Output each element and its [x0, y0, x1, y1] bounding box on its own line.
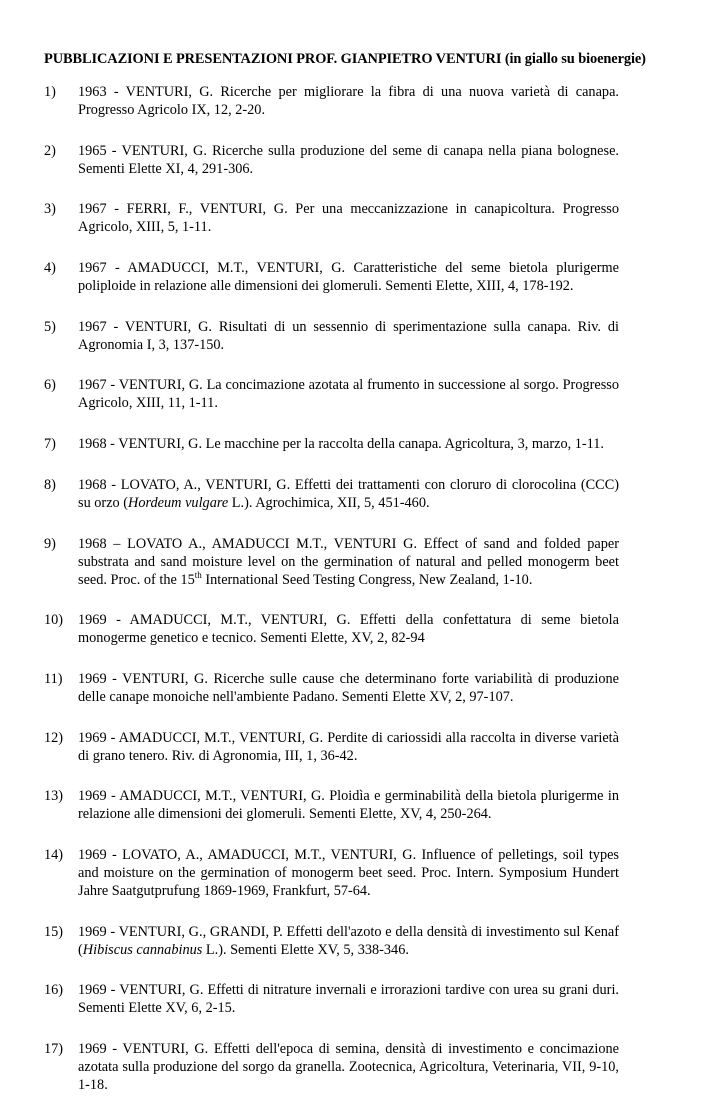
entry-text: 1969 - AMADUCCI, M.T., VENTURI, G. Effetti della confettatura di seme bietola monogerme genetico e tecnico. Sementi Elette, XV, 2, 82-94: [78, 612, 619, 647]
entry-text-part: L.). Agrochimica, XII, 5, 451-460.: [228, 494, 430, 511]
publication-entry: [44, 318, 619, 354]
entry-number: 10): [44, 612, 64, 629]
publication-entry: [44, 376, 619, 412]
entry-number: 15): [44, 923, 64, 940]
publication-entry: [44, 981, 619, 1017]
publication-entry: [44, 787, 619, 823]
species-name: Hibiscus cannabinus: [82, 941, 203, 958]
entry-text: 1969 - LOVATO, A., AMADUCCI, M.T., VENTURI, G. Influence of pelletings, soil types and moisture on the germination of monogerm beet seed. Proc. Intern. Symposium Hundert Jahre Saatgutprufung 1869-1969, Frankfurt, 57-64.: [78, 846, 619, 899]
entry-text: 1969 - AMADUCCI, M.T., VENTURI, G. Perdite di cariossidi alla raccolta in diverse varietà di grano tenero. Riv. di Agronomia, III, 1, 36-42.: [78, 729, 619, 764]
entry-text: [78, 476, 619, 512]
ordinal-superscript: th: [194, 569, 202, 580]
publication-entry: [44, 670, 619, 706]
entry-text: 1968 - VENTURI, G. Le macchine per la raccolta della canapa. Agricoltura, 3, marzo, 1-11.: [78, 436, 604, 453]
publication-entry: [44, 611, 619, 647]
entry-number: 4): [44, 260, 56, 277]
entry-number: 1): [44, 84, 56, 100]
publication-entry: [44, 1040, 619, 1094]
publication-list: [44, 83, 619, 1117]
entry-number: 6): [44, 377, 56, 394]
entry-number: 11): [44, 670, 63, 687]
entry-text: 1969 - VENTURI, G. Ricerche sulle cause che determinano forte variabilità di produzione delle canape monoiche nell'ambiente Padano. Sementi Elette XV, 2, 97-107.: [78, 670, 619, 705]
document-title: PUBBLICAZIONI E PRESENTAZIONI PROF. GIANPIETRO VENTURI (in giallo su bioenergie): [44, 51, 646, 67]
entry-text-part: 1969 - VENTURI, G., GRANDI, P. Effetti dell'azoto e della densità di investimento sul Kenaf (: [78, 923, 619, 958]
publication-entry: [44, 535, 619, 589]
entry-number: 8): [44, 476, 56, 493]
entry-number: 14): [44, 846, 64, 863]
publication-entry: [44, 142, 619, 178]
entry-text: 1967 - AMADUCCI, M.T., VENTURI, G. Caratteristiche del seme bietola plurigerme poliploide in relazione alle dimensioni dei glomeruli. Sementi Elette, XIII, 4, 178-192.: [78, 260, 619, 295]
entry-text: 1967 - VENTURI, G. La concimazione azotata al frumento in successione al sorgo. Progresso Agricolo, XIII, 11, 1-11.: [78, 377, 619, 412]
publication-entry: [44, 476, 619, 512]
entry-text: 1969 - VENTURI, G. Effetti dell'epoca di semina, densità di investimento e concimazione azotata sulla produzione del sorgo da granella. Zootecnica, Agricoltura, Veterinaria, VII, 9-10, 1-18.: [78, 1041, 619, 1093]
entry-number: 17): [44, 1041, 64, 1057]
entry-text: 1963 - VENTURI, G. Ricerche per migliorare la fibra di una nuova varietà di canapa. Progresso Agricolo IX, 12, 2-20.: [78, 84, 619, 118]
entry-text: 1969 - AMADUCCI, M.T., VENTURI, G. Ploidìa e germinabilità della bietola plurigerme in relazione alle dimensioni dei glomeruli. Sementi Elette, XV, 4, 250-264.: [78, 788, 619, 823]
entry-number: 7): [44, 436, 56, 453]
entry-text-part: International Seed Testing Congress, New Zealand, 1-10.: [201, 571, 533, 588]
species-name: Hordeum vulgare: [128, 494, 229, 511]
publication-entry: [44, 729, 619, 765]
entry-number: 12): [44, 729, 64, 746]
publication-entry: [44, 846, 619, 900]
entry-text: 1969 - VENTURI, G. Effetti di nitrature invernali e irrorazioni tardive con urea su grani duri. Sementi Elette XV, 6, 2-15.: [78, 982, 619, 1017]
entry-text: [78, 535, 619, 589]
entry-text: 1965 - VENTURI, G. Ricerche sulla produzione del seme di canapa nella piana bolognese. Sementi Elette XI, 4, 291-306.: [78, 142, 619, 177]
entry-text-part: 1968 – LOVATO A., AMADUCCI M.T., VENTURI G. Effect of sand and folded paper substrata and sand moisture level on the germination of natural and pelled monogerm beet seed. Proc. of the 15: [78, 535, 619, 588]
entry-text-part: L.). Sementi Elette XV, 5, 338-346.: [202, 941, 409, 958]
entry-number: 9): [44, 535, 56, 552]
publication-entry: [44, 435, 619, 453]
entry-number: 5): [44, 318, 56, 335]
entry-text-part: 1968 - LOVATO, A., VENTURI, G. Effetti dei trattamenti con cloruro di clorocolina (CCC) su orzo (: [78, 476, 619, 511]
publication-entry: [44, 83, 619, 119]
entry-text: 1967 - FERRI, F., VENTURI, G. Per una meccanizzazione in canapicoltura. Progresso Agricolo, XIII, 5, 1-11.: [78, 201, 619, 236]
publication-entry: [44, 200, 619, 236]
entry-text: 1967 - VENTURI, G. Risultati di un sessennio di sperimentazione sulla canapa. Riv. di Agronomia I, 3, 137-150.: [78, 318, 619, 353]
entry-number: 2): [44, 142, 56, 159]
entry-number: 3): [44, 201, 56, 218]
publication-entry: [44, 923, 619, 959]
entry-number: 13): [44, 788, 64, 805]
publication-entry: [44, 259, 619, 295]
entry-number: 16): [44, 982, 64, 999]
entry-text: [78, 923, 619, 959]
